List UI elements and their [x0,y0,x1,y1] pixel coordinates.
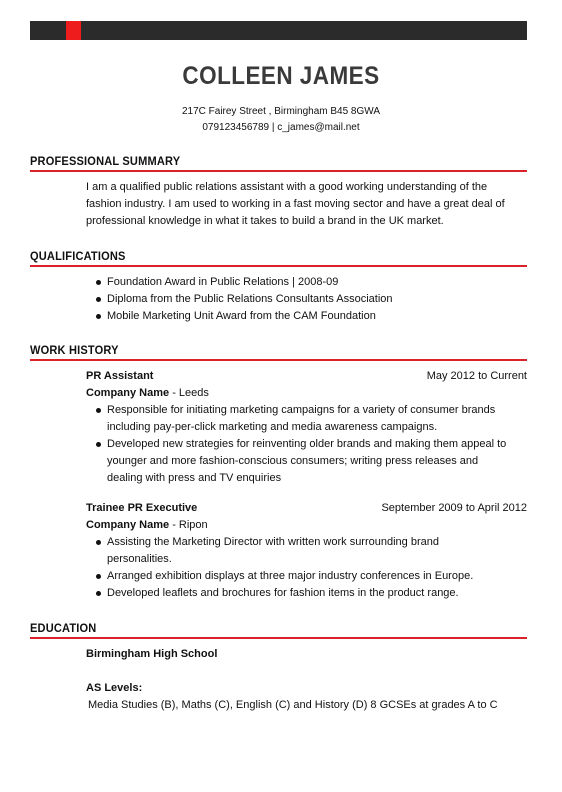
bullet-line: Developed leaflets and brochures for fashion items in the product range. [107,587,459,599]
qualification-item: Foundation Award in Public Relations | 2008-09 [107,274,527,291]
bullet-line: Arranged exhibition displays at three major industry conferences in Europe. [107,570,474,582]
company-separator: - [169,387,179,399]
section-heading-summary [30,154,527,172]
top-banner-bar [30,21,527,40]
company-location: Leeds [178,387,209,399]
as-levels-text: Media Studies (B), Maths (C), English (C) and History (D) 8 GCSEs at grades A to C [88,699,498,711]
bullet-line: dealing with press and TV enquiries [107,472,282,484]
company-line [86,387,209,399]
bullet-line: including pay-per-click marketing and media awareness campaigns. [107,421,438,433]
summary-line: fashion industry. I am used to working in a fast moving sector and have a great deal of [86,198,505,210]
section-title: PROFESSIONAL SUMMARY [30,154,181,168]
summary-line: professional knowledge in what it takes to build a brand in the UK market. [86,215,444,227]
job-bullet [107,402,527,436]
section-heading-work-history [30,343,527,361]
section-title: EDUCATION [30,621,97,635]
job-bullet [107,534,527,568]
job-title: PR Assistant [86,370,154,382]
job-bullet [107,436,527,487]
company-separator: - [169,519,179,531]
qualification-item: Diploma from the Public Relations Consultants Association [107,291,527,308]
qualification-item: Mobile Marketing Unit Award from the CAM Foundation [107,308,527,325]
contact-address: 217C Fairey Street , Birmingham B45 8GWA [181,106,381,117]
company-location: Ripon [178,519,208,531]
bullet-line: Assisting the Marketing Director with written work surrounding brand [107,536,439,548]
bullet-line: younger and more fashion-conscious consumers; writing press releases and [107,455,479,467]
red-accent-block [66,21,81,40]
bullet-line: personalities. [107,553,172,565]
bullet-line: Developed new strategies for reinventing older brands and making them appeal to [107,438,507,450]
education-school: Birmingham High School [86,648,218,660]
company-label: Company Name [86,387,170,399]
section-heading-qualifications [30,249,527,267]
section-title: WORK HISTORY [30,343,119,357]
bullet-line: Responsible for initiating marketing campaigns for a variety of consumer brands [107,404,496,416]
job-dates: September 2009 to April 2012 [381,502,527,514]
summary-line: I am a qualified public relations assistant with a good working understanding of the [86,181,488,193]
job-bullet [107,585,527,602]
company-line [86,519,208,531]
job-bullet [107,568,527,585]
job-dates: May 2012 to Current [426,370,527,382]
contact-phone-email: 079123456789 | c_james@mail.net [202,122,360,133]
candidate-name: COLLEEN JAMES [182,62,380,90]
section-title: QUALIFICATIONS [30,249,126,263]
section-heading-education [30,621,527,639]
as-levels-label: AS Levels: [86,682,143,694]
job-title: Trainee PR Executive [86,502,198,514]
company-label: Company Name [86,519,170,531]
